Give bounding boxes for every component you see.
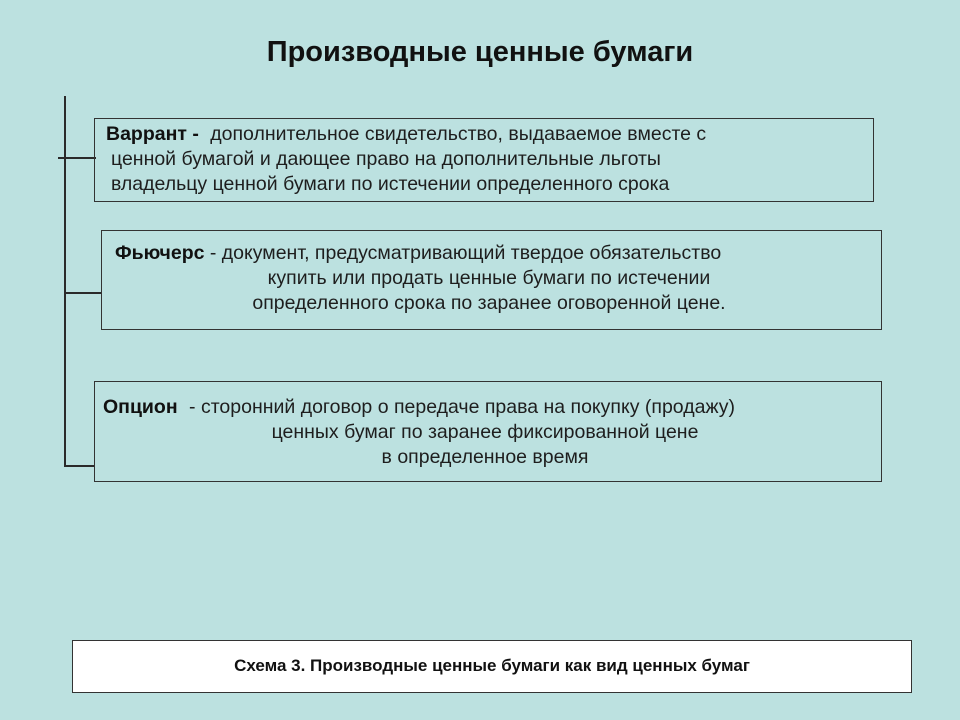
definition-line [115,241,881,266]
definition-line [106,122,873,147]
figure-caption: Схема 3. Производные ценные бумаги как вид ценных бумаг [72,640,912,693]
definition-term: Опцион [103,396,178,418]
connector-vertical [64,96,66,466]
definition-text: дополнительное свидетельство, выдаваемое вместе с [210,123,707,145]
definition-line: ценной бумагой и дающее право на дополнительные льготы [111,148,661,170]
definition-line: определенного срока по заранее оговоренной цене. [252,292,726,314]
definition-text: - документ, предусматривающий твердое обязательство [209,242,722,264]
definition-line: купить или продать ценные бумаги по истечении [267,267,711,289]
definition-box-option [94,381,882,482]
definition-term: Фьючерс [115,242,205,264]
definition-text: - сторонний договор о передаче права на покупку (продажу) [189,396,735,418]
definition-line: в определенное время [381,446,589,468]
definition-box-futures [101,230,882,330]
connector-branch-1 [58,157,96,159]
definition-box-warrant [94,118,874,202]
connector-branch-3 [64,465,95,467]
page-title: Производные ценные бумаги [266,36,694,68]
definition-line [103,395,881,420]
definition-term: Варрант - [106,123,199,145]
definition-line: ценных бумаг по заранее фиксированной цене [271,421,699,443]
definition-line: владельцу ценной бумаги по истечении определенного срока [111,173,670,195]
connector-branch-2 [64,292,102,294]
